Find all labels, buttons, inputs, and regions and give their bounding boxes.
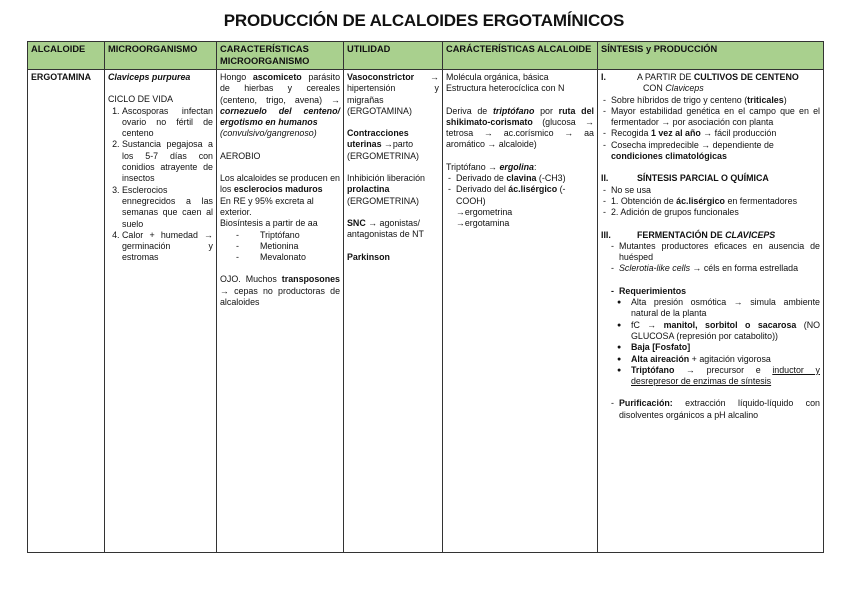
header-alcaloide: ALCALOIDE [28, 42, 105, 70]
section-2-heading [601, 173, 820, 184]
list-item: - Metionina [236, 241, 340, 252]
text: ruta del shikimato-corismato [446, 105, 594, 127]
text: ergolina [499, 161, 534, 172]
text: 1 vez al año [650, 128, 701, 139]
use-vasoconstrictor [347, 72, 439, 106]
text: fC → [631, 319, 664, 330]
text: clavina [506, 173, 537, 184]
text: Derivado del [456, 184, 509, 195]
derivative-ergotamina: →ergotamina [456, 218, 510, 229]
text: Los alcaloides se producen en los [220, 173, 340, 195]
list-item [601, 95, 820, 106]
text: en fermentadores [724, 195, 798, 206]
list-item: 3. Esclerocios ennegrecidos a las semanas que caen al suelo [122, 185, 213, 230]
list-item [617, 365, 820, 388]
aerobic-label: AEROBIO [220, 150, 261, 161]
list-item: - 2. Adición de grupos funcionales [601, 207, 820, 218]
life-cycle-title: CICLO DE VIDA [108, 94, 174, 105]
fungus-description [220, 72, 340, 128]
text: (NO GLUCOSA (represión por catabolito)) [631, 319, 821, 341]
cell-sintesis [598, 70, 824, 553]
use-inhibition: Inhibición liberación [347, 173, 425, 184]
requirements-list [601, 297, 820, 387]
section-2-list [601, 185, 820, 219]
cell-caracteristicas-alcaloide [443, 70, 598, 553]
table-header-row [28, 42, 824, 70]
alkaloid-table [27, 41, 824, 553]
list-item [601, 140, 820, 163]
text: transposones [281, 274, 340, 285]
list-item: - Mevalonato [236, 252, 340, 263]
use-ergometrina-2: (ERGOMETRINA) [347, 195, 419, 206]
list-item: - Triptófano [236, 230, 340, 241]
header-sintesis: SÍNTESIS y PRODUCCIÓN [598, 42, 824, 70]
text: triticales [747, 94, 784, 105]
text: → fácil producción [700, 128, 777, 139]
section-3-heading [601, 230, 820, 241]
text: : [533, 161, 537, 172]
list-item [609, 263, 820, 274]
life-cycle-list [108, 106, 213, 264]
alkaloid-feature: Molécula orgánica, básica [446, 72, 549, 82]
table-row [28, 70, 824, 553]
list-item [617, 354, 820, 365]
alkaloid-production [220, 173, 340, 196]
text: ác.lisérgico [676, 195, 725, 206]
text: manitol, sorbitol o sacarosa [663, 319, 797, 330]
text: → agonistas/ antagonistas de NT [347, 217, 424, 240]
use-ergometrina: (ERGOMETRINA) [347, 150, 419, 161]
purification-block [601, 398, 820, 421]
organism-name: Claviceps purpurea [108, 72, 191, 82]
text: A PARTIR DE [637, 72, 694, 82]
text: → cepas no productoras de alcaloides [220, 285, 340, 308]
text: Deriva de [446, 105, 493, 116]
list-item: - No se usa [601, 185, 820, 196]
list-item: - Mutantes productores eficaces en ausencia de huésped [609, 241, 820, 264]
list-item: ● Alta presión osmótica → simula ambiente natural de la planta [617, 297, 820, 320]
header-caracteristicas-microorganismo: CARACTERÍSTICAS MICROORGANISMO [217, 42, 344, 70]
text: OJO. Muchos [220, 274, 282, 285]
list-item [617, 320, 820, 343]
text: por [534, 105, 559, 116]
text: SNC [347, 217, 366, 228]
list-item [609, 398, 820, 421]
list-item: ● Baja [Fosfato] [617, 342, 820, 353]
header-microorganismo: MICROORGANISMO [105, 42, 217, 70]
text: →parto [381, 139, 414, 150]
text: FERMENTACIÓN DE [637, 229, 726, 240]
amino-acid-list [220, 230, 340, 264]
list-item [446, 173, 594, 184]
section-number: III. [601, 229, 611, 240]
alkaloid-origin [446, 106, 594, 151]
section-number: II. [601, 173, 609, 184]
text: + agitación vigorosa [689, 353, 771, 364]
text: inductor y desrepresor de enzimas de síntesis [631, 364, 820, 387]
text: Purificación: [619, 398, 673, 409]
use-snc [347, 218, 439, 241]
text: (-COOH) [456, 184, 566, 206]
alkaloid-feature: Estructura heterocíclica con N [446, 83, 565, 94]
text: ascomiceto [252, 72, 302, 82]
text: CLAVICEPS [725, 229, 776, 240]
use-uterine [347, 128, 439, 151]
use-prolactin: prolactina [347, 184, 390, 195]
derivatives-list [446, 173, 594, 207]
use-ergotamina: (ERGOTAMINA) [347, 105, 412, 116]
text: Cosecha impredecible → dependiente de [611, 139, 774, 150]
text: Alta aireación [631, 353, 690, 364]
text: → precursor e [674, 364, 773, 375]
text: Claviceps [665, 83, 704, 94]
cell-caracteristicas-micro [217, 70, 344, 553]
list-item: 1. Ascosporas infectan ovario no fértil de centeno [122, 106, 213, 140]
text: 1. Obtención de [611, 195, 677, 206]
section-number: I. [601, 72, 606, 82]
cell-utilidad [344, 70, 443, 553]
section-1-list [601, 95, 820, 163]
text: parásito de hierbas y cereales (centeno, trigo, avena) → [220, 72, 341, 105]
excretion-text: En RE y 95% excreta al exterior. [220, 195, 314, 217]
text: cornezuelo del centeno/ ergotismo en humanos [220, 105, 340, 128]
requirements-heading [601, 286, 820, 297]
text: Recogida [611, 128, 651, 139]
text: Sobre híbridos de trigo y centeno ( [611, 94, 748, 105]
biosynthesis-text: Biosíntesis a partir de aa [220, 218, 318, 229]
alkaloid-name: ERGOTAMINA [31, 72, 91, 82]
text: Triptófano [631, 364, 675, 375]
text: → céls en forma estrellada [690, 263, 799, 274]
list-item: 4. Calor + humedad → germinación y estromas [122, 230, 213, 264]
header-caracteristicas-alcaloide: CARÁCTERÍSTICAS ALCALOIDE [443, 42, 598, 70]
text: (-CH3) [536, 173, 566, 184]
cell-microorganismo [105, 70, 217, 553]
text: triptófano [492, 105, 535, 116]
cell-alcaloide [28, 70, 105, 553]
list-item [446, 184, 594, 207]
ergoline-line [446, 162, 594, 173]
page-title: PRODUCCIÓN DE ALCALOIDES ERGOTAMÍNICOS [223, 11, 625, 30]
transposons-note [220, 274, 340, 308]
text: Triptófano → [446, 161, 500, 172]
text: CON [643, 83, 666, 94]
text: Hongo [220, 72, 253, 82]
text: esclerocios maduros [233, 184, 323, 195]
text: CULTIVOS DE CENTENO [693, 72, 799, 82]
text: Vasoconstrictor [347, 72, 415, 82]
text: Derivado de [456, 173, 507, 184]
text: condiciones climatológicas [611, 151, 727, 162]
text: ) [783, 94, 787, 105]
section-1-heading [601, 72, 820, 95]
section-3-list [601, 241, 820, 275]
ergotism-types: (convulsivo/gangrenoso) [220, 128, 317, 139]
requirements-title: - Requerimientos [609, 286, 820, 297]
header-utilidad: UTILIDAD [344, 42, 443, 70]
text: extracción líquido-líquido con disolventes orgánicos a pH alcalino [619, 398, 820, 420]
text: Sclerotia-like cells [619, 263, 691, 274]
derivative-ergometrina: →ergometrina [456, 206, 513, 217]
list-item: 2. Sustancia pegajosa a los 5-7 días con conidios atrayente de insectos [122, 139, 213, 184]
list-item: - Mayor estabilidad genética en el campo que en el fermentador → por asociación con planta [601, 106, 820, 129]
text: SÍNTESIS PARCIAL O QUÍMICA [637, 173, 769, 184]
list-item [601, 196, 820, 207]
list-item [601, 128, 820, 139]
text: ác.lisérgico [508, 184, 558, 195]
use-parkinson: Parkinson [347, 251, 390, 262]
text: → hipertensión y migrañas [347, 72, 439, 105]
text: Contracciones uterinas [347, 128, 409, 150]
text: (glucosa → tetrosa → ac.corísmico → aa aromático → alcaloide) [446, 116, 594, 150]
